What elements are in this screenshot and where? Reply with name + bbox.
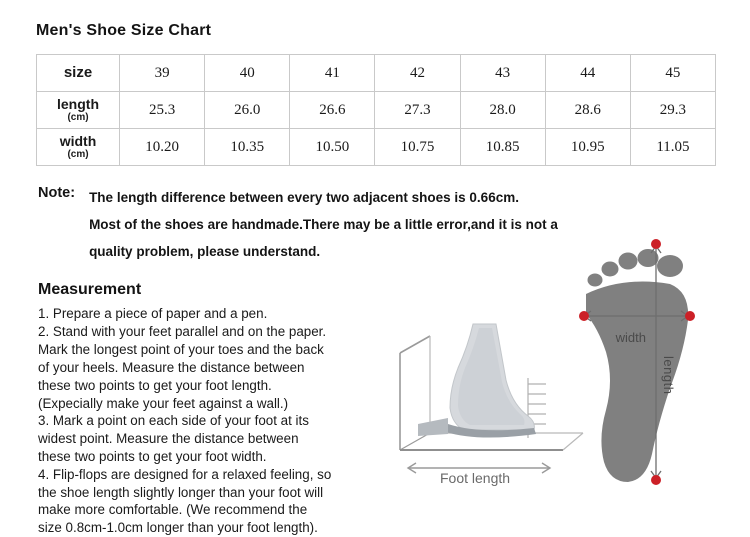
step-line-5: these two points to get your foot length. (38, 377, 272, 393)
cell-width-39: 10.20 (120, 129, 205, 166)
step-line-12: make more comfortable. (We recommend the (38, 502, 308, 518)
cell-width-40: 10.35 (205, 129, 290, 166)
cell-size-40: 40 (205, 55, 290, 92)
step-line-11: the shoe length slightly longer than your foot will (38, 484, 324, 500)
marker-left-icon (579, 311, 589, 321)
table-row (37, 55, 716, 92)
step-line-4: of your heels. Measure the distance between (38, 359, 305, 375)
cell-width-43: 10.85 (460, 129, 545, 166)
cell-size-45: 45 (630, 55, 715, 92)
cell-length-44: 28.6 (545, 92, 630, 129)
cell-width-42: 10.75 (375, 129, 460, 166)
measurement-heading: Measurement (38, 281, 142, 299)
step-line-3: Mark the longest point of your toes and the back (38, 342, 324, 358)
step-line-8: widest point. Measure the distance between (38, 431, 299, 447)
cell-length-40: 26.0 (205, 92, 290, 129)
marker-top-icon (651, 239, 661, 249)
row-header-width (37, 129, 120, 166)
step-line-13: size 0.8cm-1.0cm longer than your foot length). (38, 520, 318, 536)
note-line-2: Most of the shoes are handmade.There may be a little error,and it is not a (89, 217, 558, 233)
cell-length-43: 28.0 (460, 92, 545, 129)
size-chart-table (36, 54, 716, 166)
top-view-group (579, 239, 695, 485)
marker-right-icon (685, 311, 695, 321)
row-header-width-unit: (cm) (67, 148, 89, 160)
row-header-length (37, 92, 120, 129)
row-header-size: size (37, 55, 120, 92)
measurement-diagram (378, 228, 738, 528)
step-line-10: 4. Flip-flops are designed for a relaxed feeling, so (38, 466, 332, 482)
cell-width-45: 11.05 (630, 129, 715, 166)
cell-length-41: 26.6 (290, 92, 375, 129)
cell-size-42: 42 (375, 55, 460, 92)
note-label: Note: (38, 185, 76, 202)
row-header-width-text: width (59, 133, 97, 150)
step-line-7: 3. Mark a point on each side of your foot at its (38, 413, 309, 429)
note-line-3: quality problem, please understand. (89, 244, 321, 260)
cell-length-45: 29.3 (630, 92, 715, 129)
diagram-svg (378, 228, 738, 528)
step-line-9: these two points to get your foot width. (38, 449, 267, 464)
row-header-length-text: length (57, 96, 99, 112)
diagram-foot-length-label: Foot length (440, 470, 511, 486)
cell-length-39: 25.3 (120, 92, 205, 129)
cell-width-41: 10.50 (290, 129, 375, 166)
row-header-length-unit: (cm) (67, 111, 89, 123)
marker-bottom-icon (651, 475, 661, 485)
step-line-6: (Expecially make your feet against a wall.) (38, 395, 289, 411)
diagram-width-label: width (615, 330, 646, 345)
cell-size-44: 44 (545, 55, 630, 92)
cell-length-42: 27.3 (375, 92, 460, 129)
diagram-length-label: length (661, 356, 676, 395)
measurement-steps (38, 305, 418, 537)
step-line-2: 2. Stand with your feet parallel and on the paper. (38, 324, 327, 340)
step-line-1: 1. Prepare a piece of paper and a pen. (38, 306, 268, 322)
cell-size-39: 39 (120, 55, 205, 92)
side-view-group (400, 324, 583, 450)
page-title: Men's Shoe Size Chart (36, 22, 212, 39)
cell-width-44: 10.95 (545, 129, 630, 166)
cell-size-41: 41 (290, 55, 375, 92)
note-line-1: The length difference between every two adjacent shoes is 0.66cm. (89, 190, 519, 206)
cell-size-43: 43 (460, 55, 545, 92)
table-row (37, 129, 716, 166)
table-row (37, 92, 716, 129)
